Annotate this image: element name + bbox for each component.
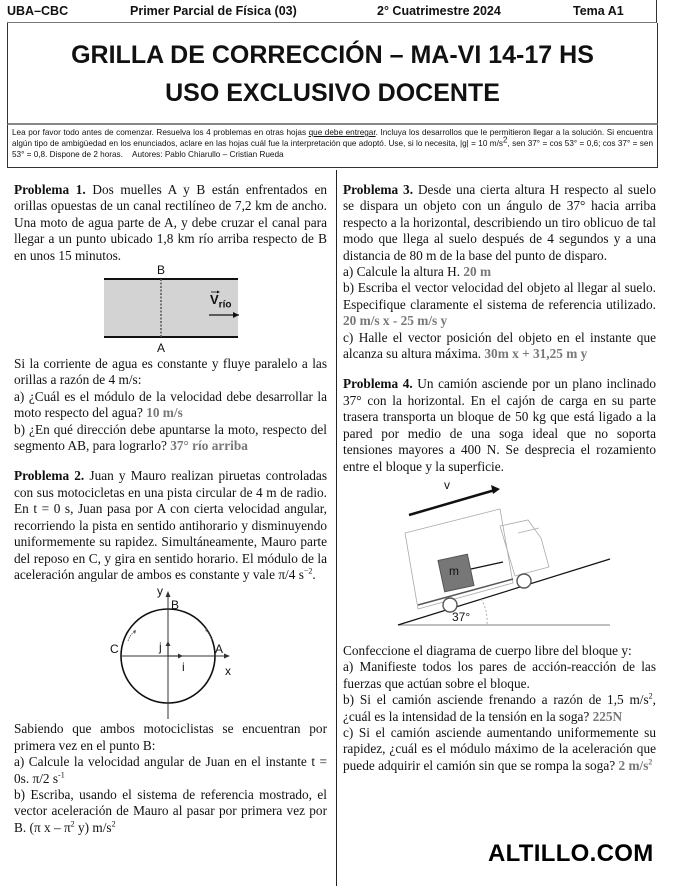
problem-statement: Juan y Mauro realizan piruetas controladas con sus motocicletas en una pista circular de 4 m de radio. En t = 0 s, Juan pasa por A con cierta velocidad angular, recorriendo la pista en sentido antihorario y disminuyendo uniformemente su rapidez. Simultáneamente, Mauro parte del reposo en C, y gira en sentido horario. El módulo de la aceleración angular de ambos es constante y vale π/4 s [14, 468, 328, 582]
angle-label: 37° [452, 609, 471, 624]
axis-y-label: y [157, 584, 163, 599]
truck-incline-diagram-icon [343, 475, 656, 643]
problem-label: Problema 2. [14, 468, 85, 484]
unit-i-label: i [182, 660, 185, 675]
superscript: −2 [303, 566, 313, 576]
term: 2° Cuatrimestre 2024 [377, 4, 501, 18]
point-c-label: C [110, 642, 119, 657]
title-box [7, 23, 658, 125]
authors: Autores: Pablo Chiarullo – Cristian Rueda [132, 150, 284, 159]
problem-statement: Desde una cierta altura H respecto al suelo se dispara un objeto con un ángulo de 37° hacia arriba respecto a la horizontal, describiendo un tiro oblicuo de tal modo que llega al suelo después de 4 segundos y a una distancia de 80 m de la base del punto de disparo. [343, 182, 657, 263]
answer-b [30, 820, 116, 835]
axis-x-label: x [225, 664, 231, 679]
answer-a-text: π/2 s [32, 770, 59, 786]
question-b: b) Si el camión asciende frenando a razón de 1,5 m/s [343, 692, 649, 708]
question-c: c) Halle el vector posición del objeto en el instante que alcanza su altura máxima. [343, 329, 656, 362]
problem-1 [14, 182, 327, 454]
question-b: b) ¿En qué dirección debe apuntarse la moto, respecto del segmento AB, para lograrlo? [14, 421, 327, 454]
instructions [7, 125, 658, 168]
point-b-label: B [171, 598, 180, 613]
problem-label: Problema 4. [343, 376, 413, 392]
point-a-label: A [215, 642, 224, 657]
vector-label [210, 292, 231, 314]
institution: UBA–CBC [7, 4, 69, 18]
exam-name: Primer Parcial de Física (03) [130, 4, 297, 18]
instructions-text: Lea por favor todo antes de comenzar. Resuelva los 4 problemas en otras hojas [12, 128, 309, 137]
problem-statement: Dos muelles A y B están enfrentados en orillas opuestas de un canal rectilíneo de 7,2 km de ancho. Una moto de agua parte de A, y debe cruzar el canal para llegar a un punto ubicado 1,8 km río arriba respecto de B en unos 15 minutos. [14, 182, 328, 263]
problem-2 [14, 468, 327, 836]
vector-symbol: V [210, 292, 219, 308]
point-b-label: B [157, 263, 166, 278]
velocity-label: v [444, 477, 450, 492]
problem-label: Problema 1. [14, 182, 86, 197]
page-subtitle: USO EXCLUSIVO DOCENTE [165, 79, 500, 107]
superscript: 2 [648, 757, 653, 767]
river-figure [14, 264, 327, 356]
answer-b: 20 m/s x - 25 m/s y [343, 313, 448, 329]
answer-c [618, 758, 652, 773]
answer-a: 20 m [463, 264, 492, 280]
page-title: GRILLA DE CORRECCIÓN – MA-VI 14-17 HS [71, 41, 594, 69]
vector-subscript: río [218, 299, 232, 311]
answer-c-text: 2 m/s [618, 757, 649, 773]
point-a-label: A [157, 341, 166, 356]
superscript: 2 [111, 819, 116, 829]
truck-figure [343, 475, 656, 643]
answer-c: 30m x + 31,25 m y [484, 346, 588, 362]
answer-b-text: (π x – π [29, 819, 71, 835]
instructions-text: , sen 37° = cos 53° = 0,6; cos 37° = sen 53° = 0,8. Dispone de 2 horas. [12, 139, 654, 159]
question-b-end: , ¿cuál es la intensidad de la tensión en la soga? [343, 692, 656, 724]
question-c: c) Si el camión asciende aumentando uniformemente su rapidez, ¿cuál es el módulo máximo de la aceleración que puede adquirir el camión sin que se rompa la soga? [343, 724, 656, 773]
problem-context: Confeccione el diagrama de cuerpo libre del bloque y: [343, 642, 632, 658]
mass-label: m [449, 563, 459, 578]
instructions-underlined: que debe entregar [308, 128, 376, 137]
answer-a: 10 m/s [146, 405, 183, 421]
river-diagram-icon [14, 264, 327, 356]
column-divider [336, 170, 337, 886]
unit-j-label: j [159, 640, 162, 655]
answer-b-text: y) m/s [74, 819, 112, 835]
punctuation: . [312, 566, 316, 582]
problem-context: Sabiendo que ambos motociclistas se encuentran por primera vez en el punto B: [14, 721, 327, 753]
circle-figure [14, 583, 327, 721]
answer-b: 225N [592, 708, 623, 724]
instructions-text: . Incluya los desarrollos que le permitieron llegar a la solución. Si encuentra algún tipo de ambigüedad en los enunciados, aclare en las hojas cuál fue la interpretación que adoptó. Use, si lo necesita, |g| = 10 m/s [12, 128, 653, 148]
left-column [14, 182, 327, 836]
question-a: a) Calcule la velocidad angular de Juan en el instante t = 0s. [14, 754, 327, 786]
problem-label: Problema 3. [343, 182, 414, 197]
question-b: b) Escriba, usando el sistema de referencia mostrado, el vector aceleración de Mauro al pasar por primera vez por B. [14, 786, 327, 835]
superscript: 2 [503, 135, 508, 145]
theme: Tema A1 [573, 4, 624, 18]
question-b: b) Escriba el vector velocidad del objeto al llegar al suelo. Especifique claramente el sistema de referencia utilizado. [343, 280, 656, 312]
watermark: ALTILLO.COM [488, 840, 654, 867]
problem-4 [343, 376, 656, 774]
problem-context: Si la corriente de agua es constante y fluye paralelo a las orillas a razón de 4 m/s: [14, 356, 327, 388]
problem-3 [343, 182, 656, 362]
superscript: -1 [58, 770, 65, 780]
problem-statement: Un camión asciende por un plano inclinado 37° con la horizontal. En el cajón de carga en su parte trasera transporta un bloque de 50 kg que está ligado a la pared por medio de una soga ideal que no soporta tensiones mayores a 400 N. Se desprecia el rozamiento entre el bloque y la superficie. [343, 376, 656, 474]
answer-b: 37° río arriba [170, 438, 248, 454]
question-a: a) ¿Cuál es el módulo de la velocidad debe desarrollar la moto respecto del agua? [14, 388, 327, 421]
exam-header [7, 0, 657, 23]
superscript: 2 [70, 819, 75, 829]
answer-a [32, 771, 64, 786]
superscript: 2 [648, 691, 653, 701]
question-a: a) Calcule la altura H. [343, 264, 461, 280]
question-a: a) Manifieste todos los pares de acción-reacción de las fuerzas que actúan sobre el bloque. [343, 659, 656, 691]
right-column [343, 182, 656, 774]
